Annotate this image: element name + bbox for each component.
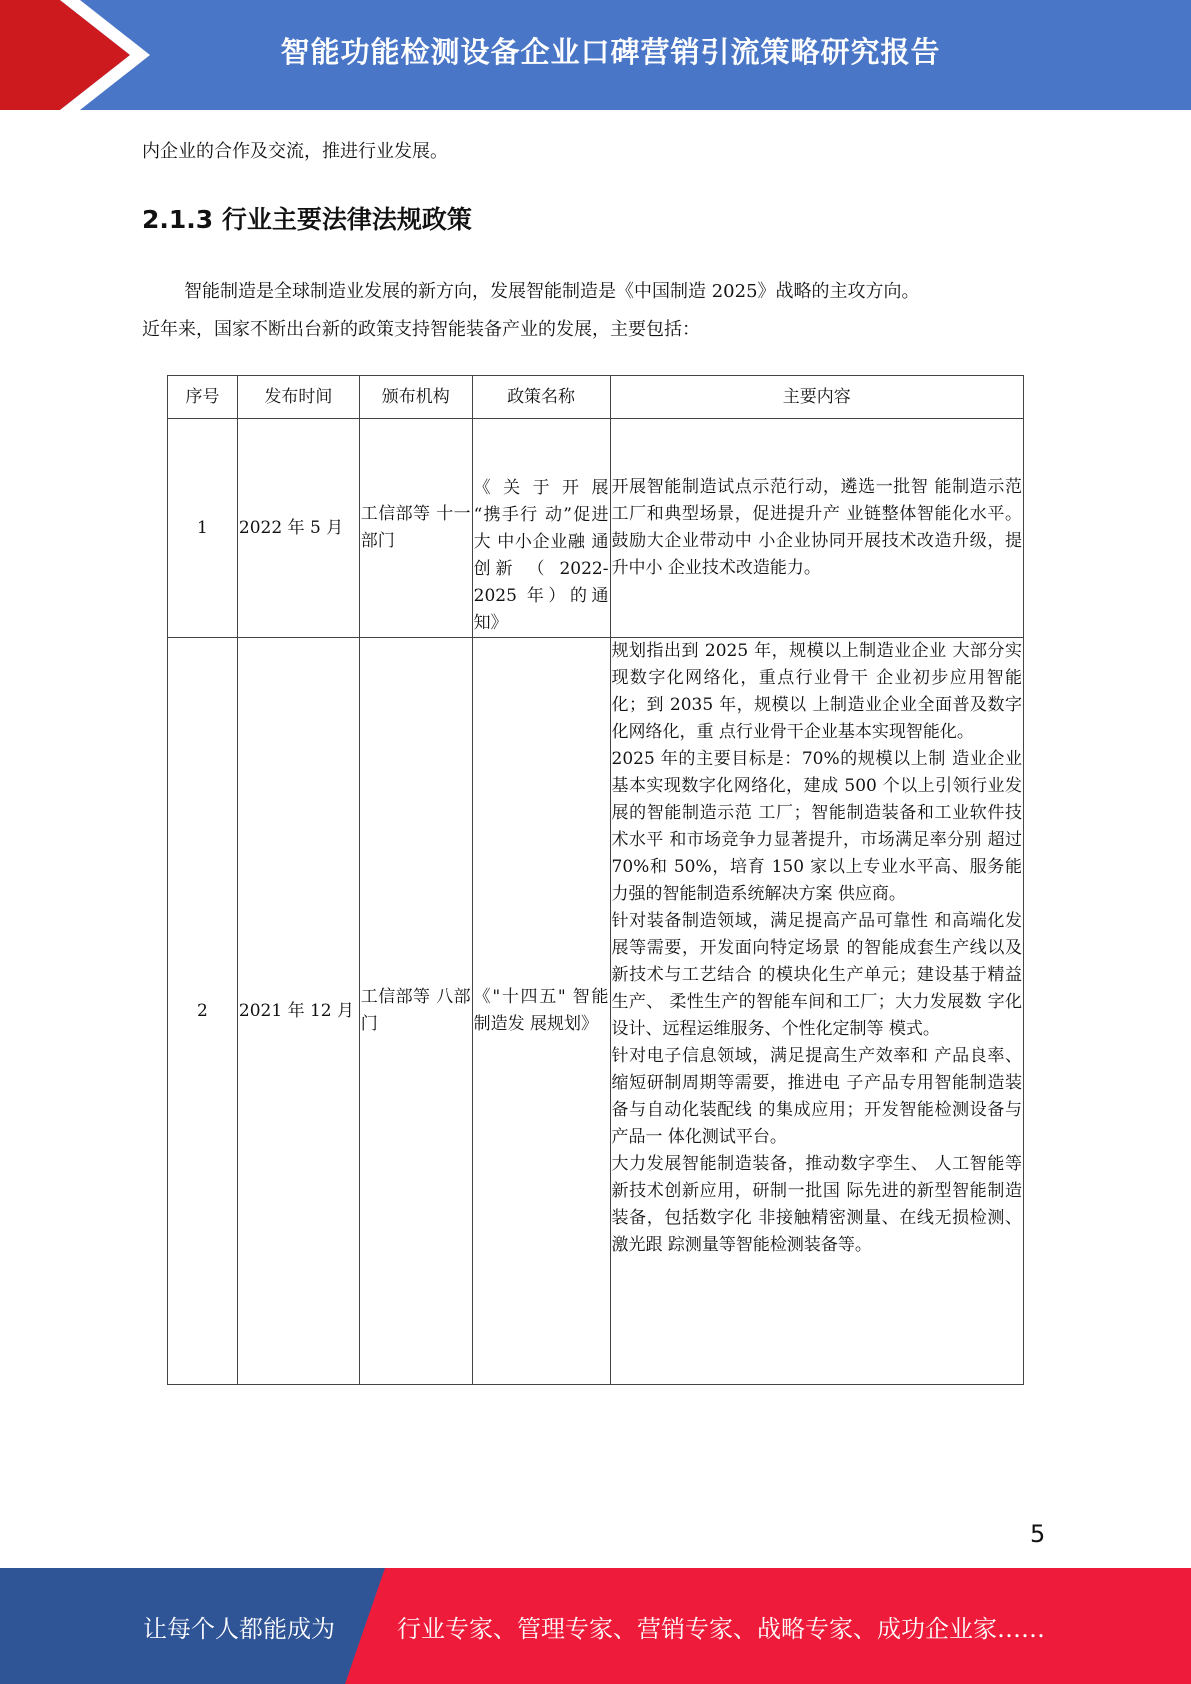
header-cell-no: 序号: [168, 376, 238, 419]
table-row: [168, 638, 1024, 1385]
cell-no: 2: [168, 638, 238, 1385]
footer-slogan-left: 让每个人都能成为: [143, 1614, 335, 1643]
table-row: [168, 419, 1024, 638]
page-header: [0, 0, 1191, 110]
header-cell-content: 主要内容: [610, 376, 1024, 419]
section-paragraph-line-2: 近年来，国家不断出台新的政策支持智能装备产业的发展，主要包括：: [142, 319, 700, 340]
header-cell-agency: 颁布机构: [359, 376, 472, 419]
content-paragraph: 大力发展智能制造装备，推动数字孪生、 人工智能等新技术创新应用，研制一批国 际先进的新型智能制造装备，包括数字化 非接触精密测量、在线无损检测、激光跟 踪测量等智能检测装备等。: [611, 1154, 1022, 1255]
cell-policy: 《"十四五" 智能制造发 展规划》: [472, 638, 610, 1385]
section-heading: 2.1.3 行业主要法律法规政策: [142, 205, 472, 234]
cell-content: [610, 638, 1024, 1385]
page-number: 5: [1030, 1520, 1046, 1548]
section-paragraph-line-1: 智能制造是全球制造业发展的新方向，发展智能制造是《中国制造 2025》战略的主攻方向。: [184, 281, 920, 302]
table-header-row: [168, 376, 1024, 419]
header-arrow-decoration: [0, 0, 160, 110]
page-footer: [0, 1568, 1191, 1684]
cell-content: 开展智能制造试点示范行动，遴选一批智 能制造示范工厂和典型场景，促进提升产 业链整体智能化水平。鼓励大企业带动中 小企业协同开展技术改造升级，提升中小 企业技术改造能力。: [610, 419, 1024, 638]
cell-no: 1: [168, 419, 238, 638]
report-title: 智能功能检测设备企业口碑营销引流策略研究报告: [280, 34, 941, 69]
header-cell-policy: 政策名称: [472, 376, 610, 419]
content-paragraph: 针对电子信息领域，满足提高生产效率和 产品良率、缩短研制周期等需要，推进电 子产品专用智能制造装备与自动化装配线 的集成应用；开发智能检测设备与产品一 体化测试平台。: [611, 1046, 1022, 1147]
cell-date: 2021 年 12 月: [237, 638, 359, 1385]
cell-agency: 工信部等 十一部门: [359, 419, 472, 638]
cell-policy: 《 关 于 开 展 “携手行 动”促进大 中小企业融 通创新 （ 2022-2025 年）的通 知》: [472, 419, 610, 638]
footer-slogan-right: 行业专家、管理专家、营销专家、战略专家、成功企业家……: [397, 1614, 1045, 1643]
header-cell-date: 发布时间: [237, 376, 359, 419]
intro-tail-text: 内企业的合作及交流，推进行业发展。: [142, 141, 448, 162]
policy-table: [167, 375, 1024, 1385]
content-paragraph: 针对装备制造领域，满足提高产品可靠性 和高端化发展等需要，开发面向特定场景 的智能成套生产线以及新技术与工艺结合 的模块化生产单元；建设基于精益生产、 柔性生产的智能车间和工厂；大力发展数 字化设计、远程运维服务、个性化定制等 模式。: [611, 911, 1022, 1039]
cell-date: 2022 年 5 月: [237, 419, 359, 638]
content-paragraph: 2025 年的主要目标是：70%的规模以上制 造业企业基本实现数字化网络化，建成 500 个以上引领行业发展的智能制造示范 工厂；智能制造装备和工业软件技术水平 和市场竞争力显著提升，市场满足率分别 超过 70%和 50%，培育 150 家以上专业水平高、服务能力强的智能制造系统解决方案 供应商。: [611, 749, 1022, 904]
content-paragraph: 规划指出到 2025 年，规模以上制造业企业 大部分实现数字化网络化，重点行业骨干 企业初步应用智能化；到 2035 年，规模以 上制造业企业全面普及数字化网络化，重 点行业骨干企业基本实现智能化。: [611, 641, 1022, 742]
cell-agency: 工信部等 八部门: [359, 638, 472, 1385]
